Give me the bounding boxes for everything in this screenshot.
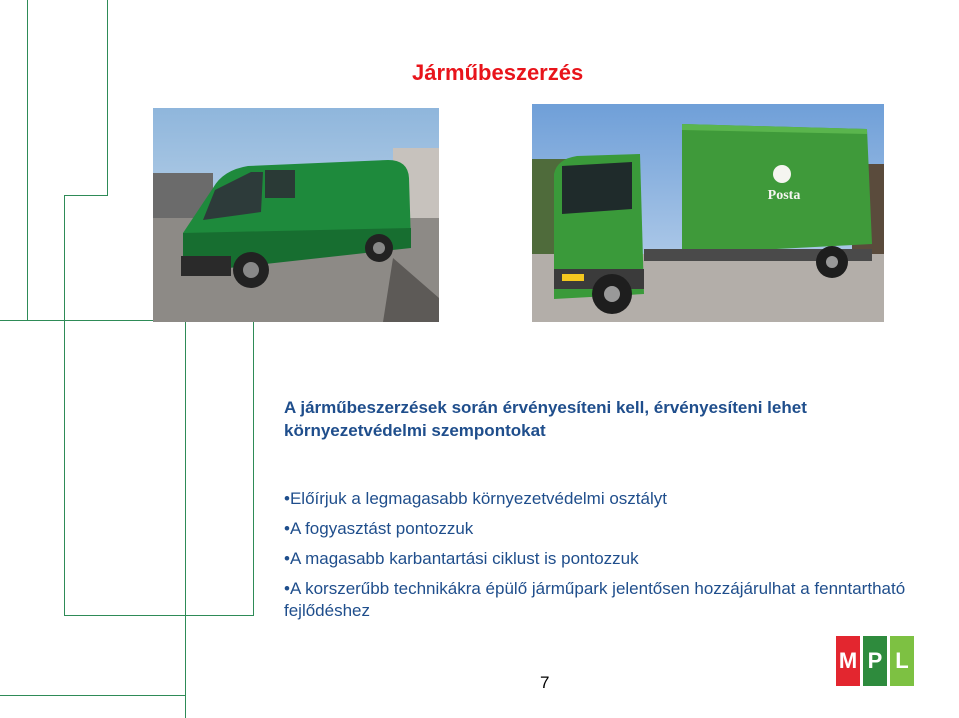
logo-tile-p: P xyxy=(863,636,887,686)
frame-line xyxy=(64,195,108,196)
logo-tile-m: M xyxy=(836,636,860,686)
frame-line xyxy=(27,0,28,320)
slide-title: Járműbeszerzés xyxy=(412,60,584,85)
bullet-item: •A fogyasztást pontozzuk xyxy=(284,519,474,538)
truck-photo xyxy=(532,104,884,322)
bullet-item: •A magasabb karbantartási ciklust is pontozzuk xyxy=(284,549,639,568)
frame-line xyxy=(0,695,186,696)
van-photo xyxy=(153,108,439,322)
slide-subtitle: A járműbeszerzések során érvényesíteni kell, érvényesíteni lehet környezetvédelmi szempontokat xyxy=(284,398,807,440)
logo-tile-l: L xyxy=(890,636,914,686)
frame-line xyxy=(185,320,186,718)
frame-line xyxy=(64,615,254,616)
frame-line xyxy=(64,195,65,615)
bullet-list xyxy=(284,484,924,622)
frame-line xyxy=(253,320,254,616)
frame-line xyxy=(107,0,108,195)
mpl-logo xyxy=(836,636,914,686)
bullet-item: •A korszerűbb technikákra épülő járműpark jelentősen hozzájárulhat a fenntartható fejlődéshez xyxy=(284,579,906,620)
posta-logo-text: Posta xyxy=(767,188,801,203)
bullet-item: •Előírjuk a legmagasabb környezetvédelmi osztályt xyxy=(284,489,667,508)
page-number: 7 xyxy=(540,673,550,692)
